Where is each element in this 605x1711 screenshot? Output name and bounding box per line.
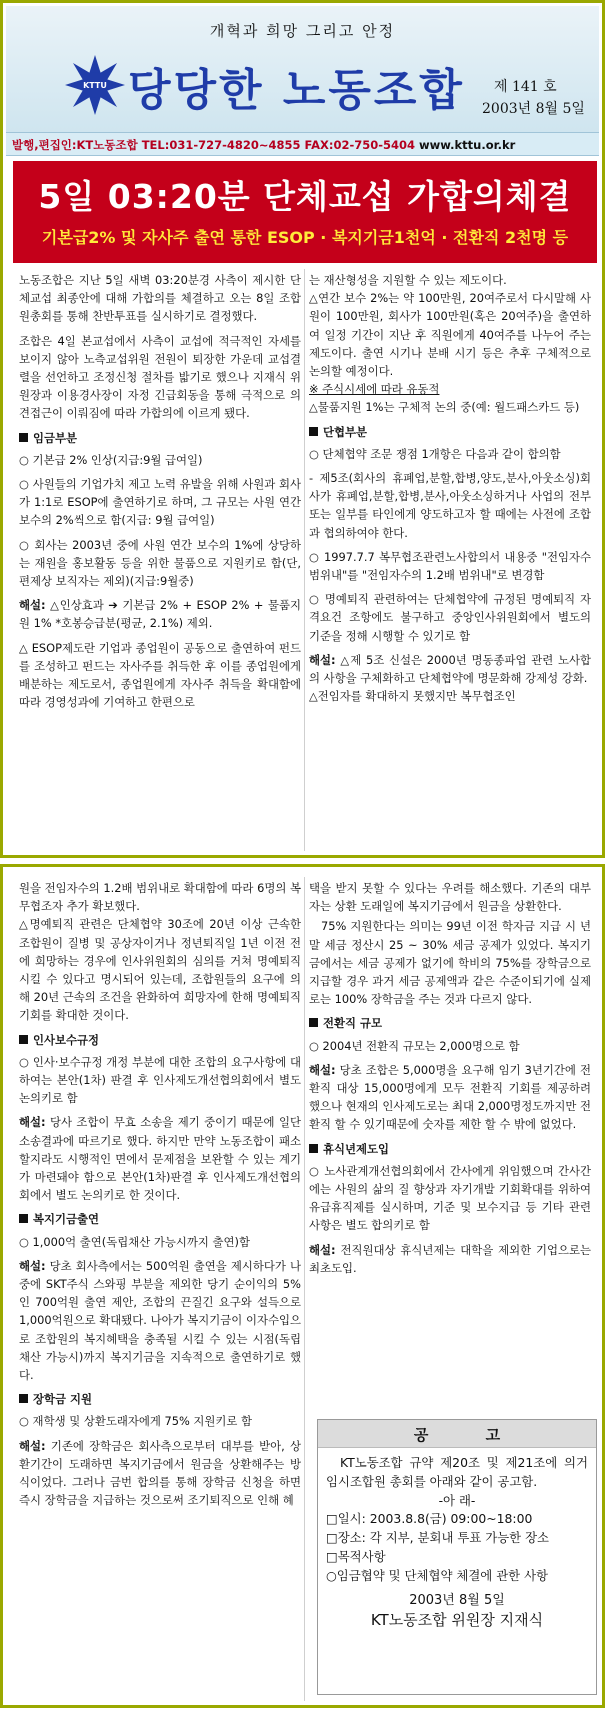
notice-sign-date: 2003년 8월 5일 [409, 1592, 505, 1608]
agreement-item: ○ 사원들의 기업가치 제고 노력 유발을 위해 사원과 회사가 1:1로 ESOP에 출연하기로 하며, 그 규모는 사원 연간 보수의 2%씩으로 함(지급: 9월 급여일) [19, 477, 301, 528]
square-bullet-icon [19, 1214, 28, 1223]
explanation: 해설: 당초 조합은 5,000명을 요구해 임기 3년기간에 전환직 대상 15,000명에게 모두 전환직 기회를 제공하려 했으나 현재의 인사제도로는 최대 2,000명정도까지만 전환직 할 수 있기때문에 숫자를 제한 할 수 밖에 없었다. [309, 1062, 591, 1132]
explanation: △전임자를 확대하지 못했지만 복무협조인 [309, 689, 516, 704]
article-paragraph: 는 재산형성을 지원할 수 있는 제도이다. [309, 273, 507, 287]
explanation: 해설: 기존에 장학금은 회사측으로부터 대부를 받아, 상환기간이 도래하면 복지기금에서 원금을 상환해주는 방식이었다. 그러나 금번 합의를 통해 장학금 신청을 하면 즉시 장학금을 지급하는 것으로써 조기퇴직으로 인해 혜 [19, 1438, 301, 1508]
section-heading-personnel: 인사보수규정 [19, 1031, 301, 1049]
article-paragraph: 택을 받지 못할 수 있다는 우려를 해소했다. 기존의 대부자는 상환 도래일에 복지기금에서 원금을 상환한다. [309, 881, 591, 914]
agreement-item: ○ 재학생 및 상환도래자에게 75% 지원키로 함 [19, 1414, 253, 1429]
slogan: 개혁과 희망 그리고 안정 [209, 22, 396, 40]
square-bullet-icon [19, 1394, 28, 1403]
explanation: 해설: △인상효과 ➔ 기본급 2% + ESOP 2% + 물품지원 1% *호봉승급분(평균, 2.1%) 제외. [19, 598, 302, 631]
square-bullet-icon [19, 1035, 28, 1044]
sub-headline: 기본급2% 및 자사주 출연 통한 ESOP · 복지기금1천억 · 전환직 2천명 등 [41, 228, 569, 247]
article-paragraph: △명예퇴직 관련은 단체협약 30조에 20년 이상 근속한 조합원이 질병 및 공상자이거나 정년퇴직일 1년 이전 전에 희망하는 경우에 인사위원회의 심의를 거쳐 명예퇴직시킬 수 있다고 명시되어 있는데, 조합원들의 요구에 의해 20년 근속의 조건을 완화하여 희망자에 한해 명예퇴직 기회를 확대한 것이다. [19, 917, 301, 1023]
section-heading-welfare: 복지기금출연 [19, 1210, 301, 1228]
page-two [0, 864, 605, 1708]
explanation: △ ESOP제도란 기업과 종업원이 공동으로 출연하여 펀드를 조성하고 펀드는 자사주를 취득한 후 이를 종업원에게 배분하는 제도로서, 종업원에게 자사주 취득을 확대함에 따라 경영성과에 기여하고 한편으로 [19, 640, 301, 710]
square-bullet-icon [309, 427, 318, 436]
explanation: 해설: 당초 회사측에서는 500억원 출연을 제시하다가 나중에 SKT주식 스와핑 부분을 제외한 당기 순이익의 5%인 700억원 출연 제안, 조합의 끈질긴 요구와 설득으로 1,000억원으로 확대됐다. 나아가 복지기금이 이자수입으로 조합원의 복지혜택을 충족될 시킬 수 있는 시점(독립채산 가능시)까지 복지기금을 지속적으로 출연하기로 했다. [19, 1258, 301, 1383]
explanation: 해설: △제 5조 신설은 2000년 명동종파업 관련 노사합의 사항을 구체화하고 단체협약에 명문화해 강제성 강화. [309, 652, 591, 686]
agreement-item: ○ 명예퇴직 관련하여는 단체협약에 규정된 명예퇴직 자격요건 조항에도 불구하고 중앙인사위원회에서 별도의 기준을 정해 시행할 수 있기로 함 [309, 592, 591, 643]
notice-purpose: ○임금협약 및 단체협약 체결에 관한 사항 [326, 1567, 549, 1583]
column-divider [304, 269, 305, 851]
agreement-item: ○ 노사관계개선협의회에서 간사에게 위임했으며 간사간에는 사원의 삶의 질 향상과 자기개발 기회확대를 위하여 유급휴직제를 실시하며, 기준 및 보수지급 등 기타 관련사항은 별도 합의키로 함 [309, 1163, 591, 1233]
notice-box [317, 1419, 597, 1695]
notice-below-label: -아 래- [438, 1492, 476, 1508]
article-paragraph: △물품지원 1%는 구체적 논의 중(예: 월드패스카드 등) [309, 400, 580, 415]
headline-box [13, 161, 597, 263]
article-paragraph: 노동조합은 지난 5일 새벽 03:20분경 사측이 제시한 단체교섭 최종안에 대해 가합의를 체결하고 오는 8일 조합원총회를 통해 찬반투표를 실시하기로 결정했다. [19, 273, 301, 324]
column-divider [304, 877, 305, 1701]
publisher-bar [6, 132, 599, 156]
website-link[interactable]: www.kttu.or.kr [419, 138, 516, 152]
main-headline: 5일 03:20분 단체교섭 가합의체결 [38, 177, 572, 216]
paper-title: 당당한 노동조합 [128, 65, 465, 116]
agreement-item: ○ 회사는 2003년 중에 사원 연간 보수의 1%에 상당하는 재원을 홍보활동 등을 위한 물품으로 지원키로 함(단, 편제상 보직자는 제외)(지급:9월중) [19, 537, 301, 589]
notice-purpose-label: □목적사항 [326, 1548, 386, 1564]
footnote: ※ 주식시세에 따라 유동적 [309, 382, 440, 397]
square-bullet-icon [309, 1144, 318, 1153]
article-paragraph: 원을 전임자수의 1.2배 범위내로 확대함에 따라 6명의 복무협조자 추가 확보했다. [19, 881, 301, 914]
publisher-info: 발행,편집인:KT노동조합 TEL:031-727-4820~4855 FAX:02-750-5404 [12, 138, 416, 152]
logo-text: KTTU [83, 81, 107, 90]
notice-title: 공 고 [318, 1420, 596, 1448]
article-paragraph: △연간 보수 2%는 약 100만원, 20여주로서 다시말해 사원이 100만원, 회사가 100만원(혹은 20여주)을 출연하여 일정 기간이 지난 후 직원에게 40여주를 나누어 주는 제도이다. 출연 시기나 분배 시기 등은 추후 구체적으로 논의할 예정이다. [309, 291, 591, 379]
explanation: 해설: 당사 조합이 무효 소송을 제기 중이기 때문에 일단 소송결과에 따르기로 했다. 하지만 만약 노동조합이 패소할지라도 시행적인 면에서 문제점을 보완할 수 있는 계기가 마련돼야 함으로 본안(1차)판결 후 인사제도개선협의회에서 별도 논의키로 한 것이다. [19, 1115, 301, 1203]
agreement-item: ○ 기본급 2% 인상(지급:9월 급여일) [19, 452, 203, 467]
notice-text: KT노동조합 규약 제20조 및 제21조에 의거 임시조합원 총회를 아래와 같이 공고함. [326, 1455, 588, 1489]
notice-place: □장소: 각 지부, 분회내 투표 가능한 장소 [326, 1530, 550, 1546]
section-heading-scholarship: 장학금 지원 [19, 1390, 301, 1408]
page1-right-column [309, 271, 591, 711]
notice-sign-name: KT노동조합 위원장 지재식 [370, 1611, 544, 1630]
agreement-item: - 제5조(회사의 휴폐업,분할,합병,양도,분사,아웃소싱)회사가 휴폐업,분할,합병,분사,아웃소싱하거나 사업의 전부 또는 일부를 타인에게 양도하고자 할 때에는 사전에 조합과 협의하여야 한다. [309, 471, 591, 540]
section-heading-leave: 휴식년제도입 [309, 1140, 591, 1158]
section-heading-wage: 임금부분 [19, 429, 301, 447]
article-paragraph: 조합은 4일 본교섭에서 사측이 교섭에 적극적인 자세를 보이지 않아 노측교섭위원 전원이 퇴장한 가운데 교섭결렬을 선언하고 조정신청 절차를 밟기로 했으나 지재식 위원장과 이용경사장이 자정 긴급회동을 통해 극적으로 의견접근이 이뤄짐에 따라 가합의에 이르게 됐다. [19, 333, 301, 421]
agreement-item: ○ 1,000억 출연(독립채산 가능시까지 출연)함 [19, 1234, 250, 1249]
agreement-item: ○ 1997.7.7 복무협조관련노사합의서 내용중 "전임자수 범위내"를 "전임자수의 1.2배 범위내"로 변경함 [309, 549, 591, 583]
square-bullet-icon [309, 1018, 318, 1027]
issue-date: 2003년 8월 5일 [482, 101, 585, 117]
square-bullet-icon [19, 433, 28, 442]
agreement-item: ○ 단체협약 조문 쟁점 1개항은 다음과 같이 합의함 [309, 446, 561, 461]
page2-left-column [19, 879, 301, 1516]
article-paragraph: 75% 지원한다는 의미는 99년 이전 학자금 지급 시 년말 세금 정산시 25 ~ 30% 세금 공제가 있었다. 복지기금에서는 세금 공제가 없기에 학비의 75%를 장학금으로 지급할 경우 과거 세금 공제액과 같은 수준이되기에 실제로는 100% 장학금을 주는 것과 다르지 않다. [309, 919, 591, 1007]
page2-right-column [309, 879, 591, 1283]
section-heading-collective: 단협부분 [309, 423, 591, 441]
agreement-item: ○ 인사·보수규정 개정 부분에 대한 조합의 요구사항에 대하여는 본안(1차) 판결 후 인사제도개선협의회에서 별도 논의키로 함 [19, 1054, 301, 1106]
masthead [6, 6, 599, 132]
section-heading-conversion: 전환직 규모 [309, 1014, 591, 1032]
agreement-item: ○ 2004년 전환직 규모는 2,000명으로 함 [309, 1038, 520, 1053]
issue-number: 제 141 호 [494, 79, 557, 95]
explanation: 해설: 전직원대상 휴식년제는 대학을 제외한 기업으로는 최초도입. [309, 1242, 591, 1275]
page1-left-column [19, 271, 301, 717]
notice-body [318, 1448, 596, 1630]
union-logo-icon [64, 54, 126, 116]
notice-time: □일시: 2003.8.8(금) 09:00~18:00 [326, 1511, 533, 1527]
